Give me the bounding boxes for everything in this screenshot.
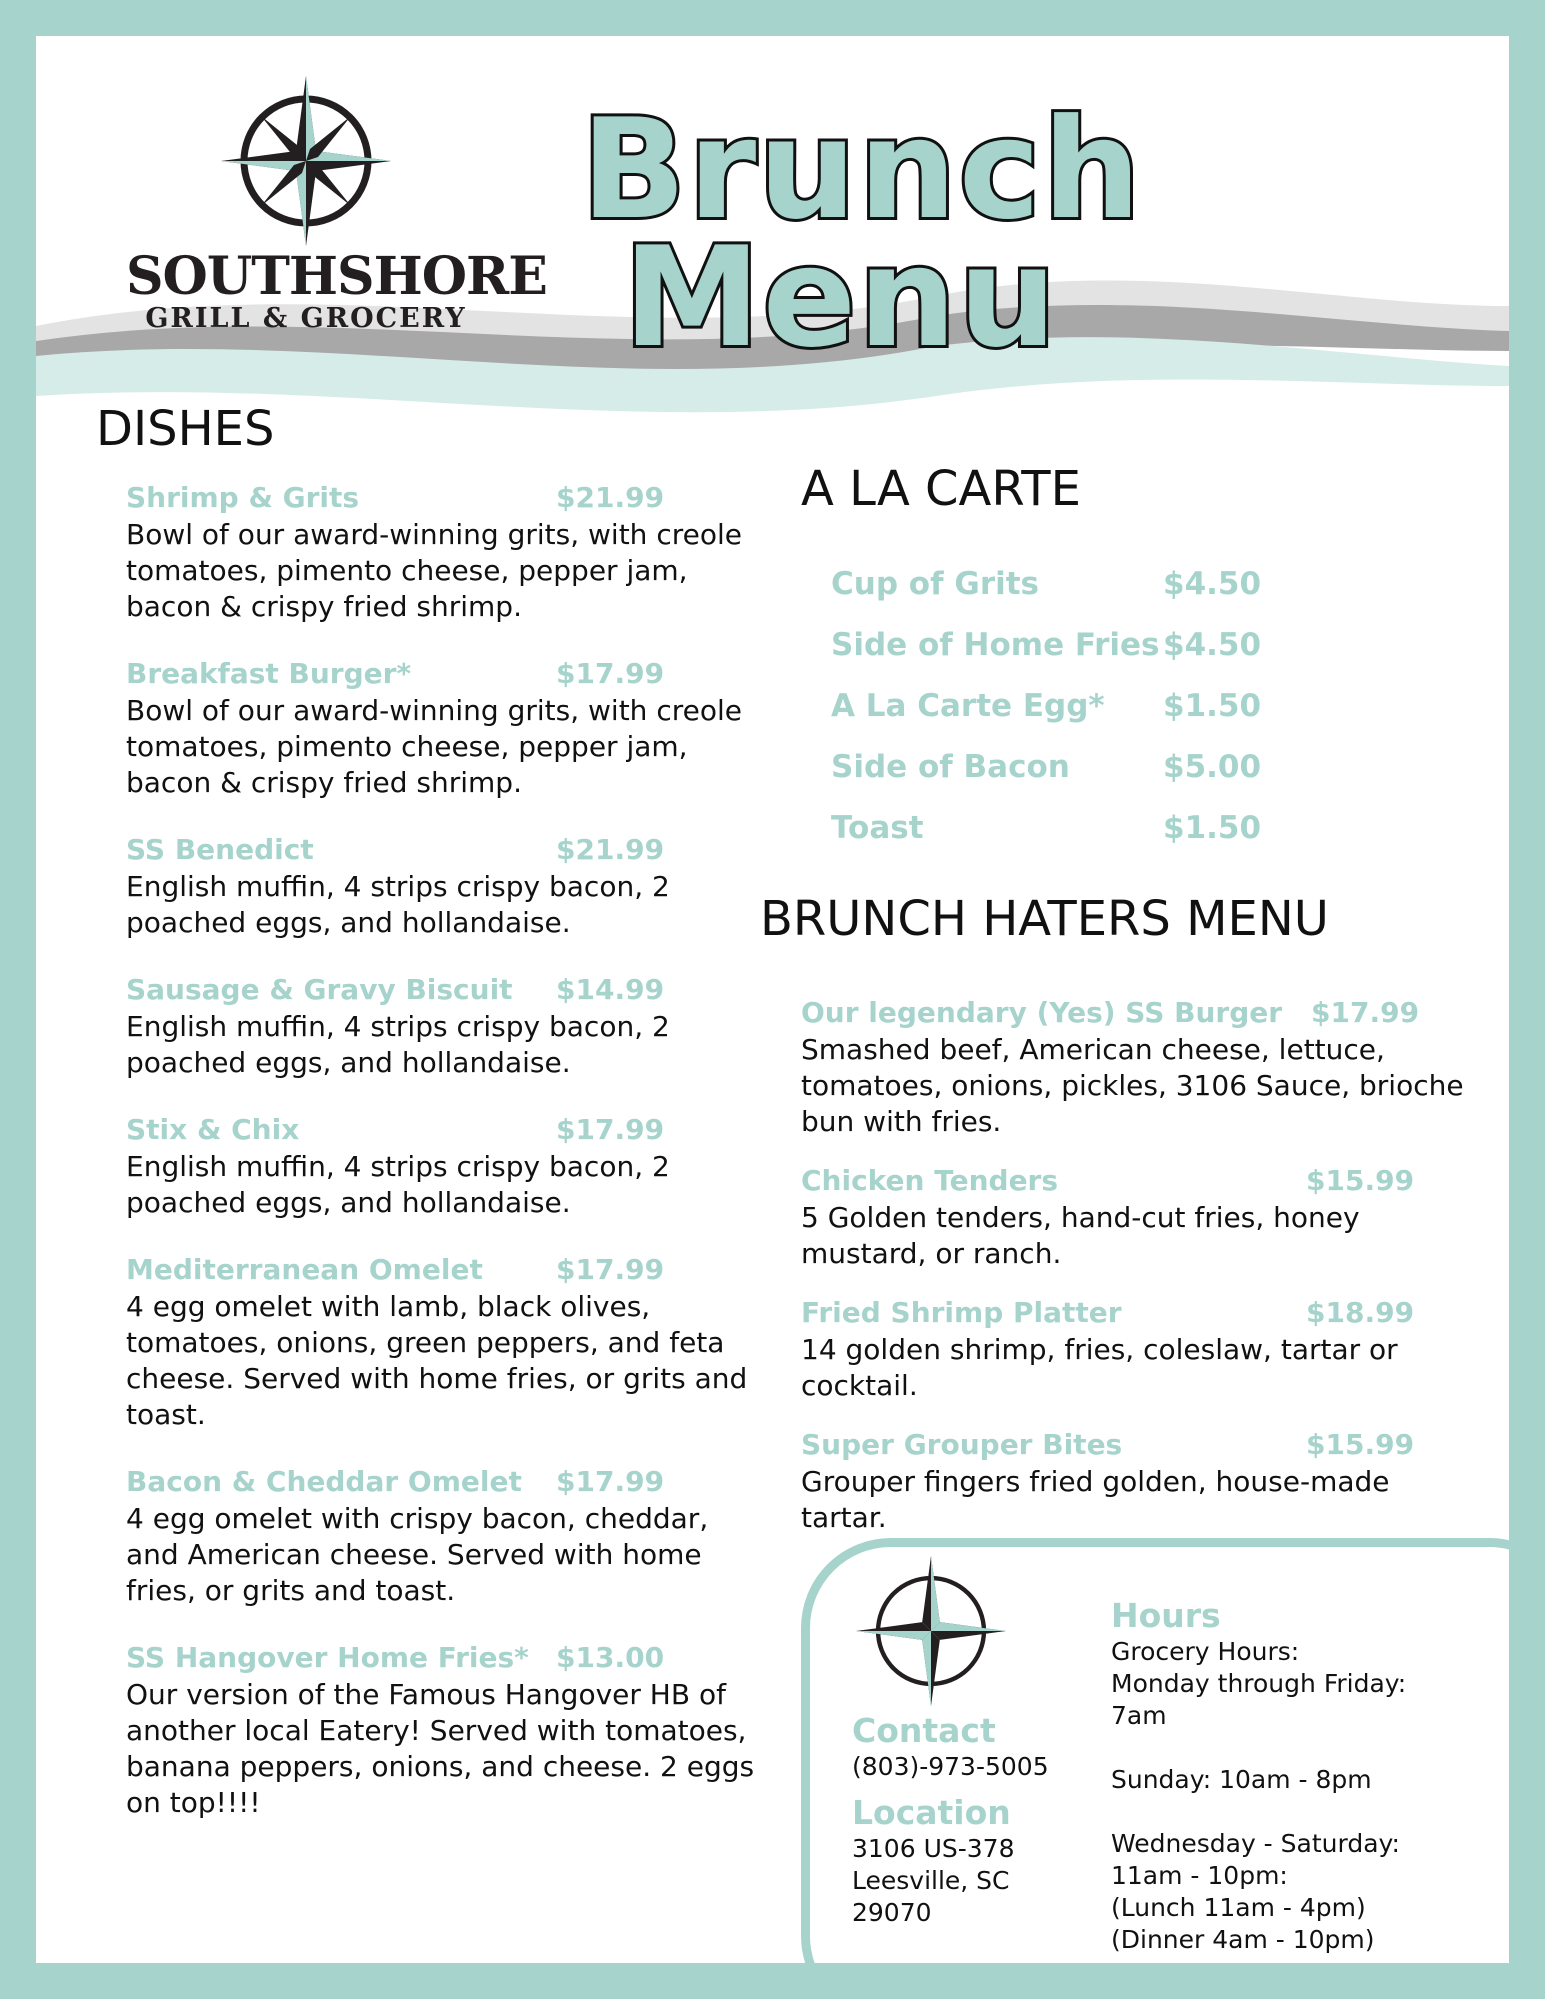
dish-item [126, 481, 756, 625]
page-title [581, 89, 1143, 378]
dish-item [126, 657, 756, 801]
haters-list [801, 996, 1481, 1560]
dish-name-row [126, 973, 756, 1009]
haters-name-row [801, 1428, 1481, 1464]
address-line-3: 29070 [852, 1898, 932, 1927]
dish-price: $17.99 [556, 657, 665, 690]
haters-heading: BRUNCH HATERS MENU [760, 891, 1329, 947]
dish-item [126, 1641, 756, 1821]
dish-name: Shrimp & Grits [126, 481, 360, 514]
dish-name: Stix & Chix [126, 1113, 300, 1146]
haters-item [801, 1428, 1481, 1536]
alacarte-price: $4.50 [1163, 566, 1262, 602]
alacarte-name: Side of Home Fries [831, 627, 1160, 663]
dish-name: Breakfast Burger* [126, 657, 412, 690]
hours-line: Grocery Hours: [1111, 1637, 1300, 1666]
alacarte-list [831, 566, 1311, 871]
haters-price: $15.99 [1306, 1164, 1415, 1197]
dish-name: Mediterranean Omelet [126, 1253, 483, 1286]
compass-icon [221, 76, 391, 246]
dish-name-row [126, 1465, 756, 1501]
dish-item [126, 1465, 756, 1609]
hours-line: Sunday: 10am - 8pm [1111, 1765, 1372, 1794]
dish-name-row [126, 833, 756, 869]
haters-price: $18.99 [1306, 1296, 1415, 1329]
dish-description: 4 egg omelet with crispy bacon, cheddar, and American cheese. Served with home fries, or grits and toast. [126, 1502, 709, 1607]
dishes-heading: DISHES [96, 401, 275, 457]
alacarte-price: $5.00 [1163, 749, 1262, 785]
contact-heading: Contact [852, 1711, 996, 1750]
dish-price: $14.99 [556, 973, 665, 1006]
hours-line [1111, 1732, 1491, 1764]
dish-name-row [126, 1641, 756, 1677]
dishes-list [126, 481, 756, 1853]
hours-line: (Dinner 4am - 10pm) [1111, 1925, 1375, 1954]
dish-name: SS Hangover Home Fries* [126, 1641, 529, 1674]
haters-item [801, 1296, 1481, 1404]
alacarte-price: $1.50 [1163, 810, 1262, 846]
dish-description: English muffin, 4 strips crispy bacon, 2 poached eggs, and hollandaise. [126, 1010, 670, 1079]
dish-name-row [126, 481, 756, 517]
haters-name: Chicken Tenders [801, 1164, 1059, 1197]
alacarte-item [831, 749, 1311, 810]
title-line-2: Menu [623, 217, 1059, 378]
dish-name: Bacon & Cheddar Omelet [126, 1465, 522, 1498]
dish-description: Our version of the Famous Hangover HB of another local Eatery! Served with tomatoes, banana peppers, onions, and cheese. 2 eggs on top!!!! [126, 1678, 755, 1819]
haters-description: Smashed beef, American cheese, lettuce, tomatoes, onions, pickles, 3106 Sauce, brioche bun with fries. [801, 1033, 1464, 1138]
haters-name-row [801, 1296, 1481, 1332]
alacarte-item [831, 566, 1311, 627]
dish-price: $17.99 [556, 1113, 665, 1146]
dish-item [126, 833, 756, 941]
haters-item [801, 1164, 1481, 1272]
alacarte-item [831, 627, 1311, 688]
hours-line [1111, 1796, 1491, 1828]
address-line-1: 3106 US-378 [852, 1834, 1015, 1863]
haters-name: Fried Shrimp Platter [801, 1296, 1122, 1329]
dish-name: SS Benedict [126, 833, 314, 866]
dish-name-row [126, 1253, 756, 1289]
hours-line: 11am - 10pm: [1111, 1861, 1288, 1890]
haters-description: 14 golden shrimp, fries, coleslaw, tartar or cocktail. [801, 1333, 1398, 1402]
brand-name: SOUTHSHORE [126, 246, 547, 307]
dish-item [126, 1253, 756, 1433]
address-line-2: Leesville, SC [852, 1866, 1010, 1895]
title-line-1: Brunch [581, 89, 1143, 250]
haters-description: 5 Golden tenders, hand-cut fries, honey mustard, or ranch. [801, 1201, 1360, 1270]
dish-item [126, 1113, 756, 1221]
dish-description: Bowl of our award-winning grits, with creole tomatoes, pimento cheese, pepper jam, bacon & crispy fried shrimp. [126, 518, 742, 623]
haters-name-row [801, 1164, 1481, 1200]
hours-line: (Lunch 11am - 4pm) [1111, 1893, 1366, 1922]
haters-name-row [801, 996, 1481, 1032]
hours-heading: Hours [1111, 1596, 1221, 1635]
alacarte-item [831, 810, 1311, 871]
hours-lines [1111, 1636, 1491, 1956]
dish-description: English muffin, 4 strips crispy bacon, 2 poached eggs, and hollandaise. [126, 1150, 670, 1219]
alacarte-item [831, 688, 1311, 749]
alacarte-price: $1.50 [1163, 688, 1262, 724]
dish-price: $21.99 [556, 481, 665, 514]
dish-item [126, 973, 756, 1081]
dish-description: 4 egg omelet with lamb, black olives, tomatoes, onions, green peppers, and feta cheese. Served with home fries, or grits and toast. [126, 1290, 748, 1431]
dish-price: $17.99 [556, 1465, 665, 1498]
dish-price: $21.99 [556, 833, 665, 866]
haters-name: Super Grouper Bites [801, 1428, 1123, 1461]
dish-name-row [126, 657, 756, 693]
location-heading: Location [852, 1793, 1011, 1832]
dish-name-row [126, 1113, 756, 1149]
haters-description: Grouper fingers fried golden, house-made tartar. [801, 1465, 1390, 1534]
dish-description: Bowl of our award-winning grits, with creole tomatoes, pimento cheese, pepper jam, bacon & crispy fried shrimp. [126, 694, 742, 799]
dish-price: $17.99 [556, 1253, 665, 1286]
alacarte-name: Toast [831, 810, 924, 846]
contact-phone[interactable]: (803)-973-5005 [852, 1752, 1049, 1781]
alacarte-price: $4.50 [1163, 627, 1262, 663]
hours-line: 7am [1111, 1701, 1167, 1730]
hours-section [1111, 1596, 1491, 1956]
dish-description: English muffin, 4 strips crispy bacon, 2 poached eggs, and hollandaise. [126, 870, 670, 939]
haters-name: Our legendary (Yes) SS Burger [801, 996, 1283, 1029]
brand-logo [126, 76, 547, 366]
brand-tagline: GRILL & GROCERY [145, 303, 467, 334]
dish-price: $13.00 [556, 1641, 665, 1674]
menu-page [36, 36, 1509, 1963]
alacarte-heading: A LA CARTE [801, 461, 1081, 517]
alacarte-name: A La Carte Egg* [831, 688, 1105, 724]
haters-price: $15.99 [1306, 1428, 1415, 1461]
alacarte-name: Cup of Grits [831, 566, 1040, 602]
alacarte-name: Side of Bacon [831, 749, 1070, 785]
hours-line: Monday through Friday: [1111, 1669, 1407, 1698]
compass-icon [856, 1556, 1006, 1706]
dish-name: Sausage & Gravy Biscuit [126, 973, 513, 1006]
haters-price: $17.99 [1311, 996, 1420, 1029]
contact-section [852, 1711, 1102, 1929]
haters-item [801, 996, 1481, 1140]
hours-line: Wednesday - Saturday: [1111, 1829, 1400, 1858]
